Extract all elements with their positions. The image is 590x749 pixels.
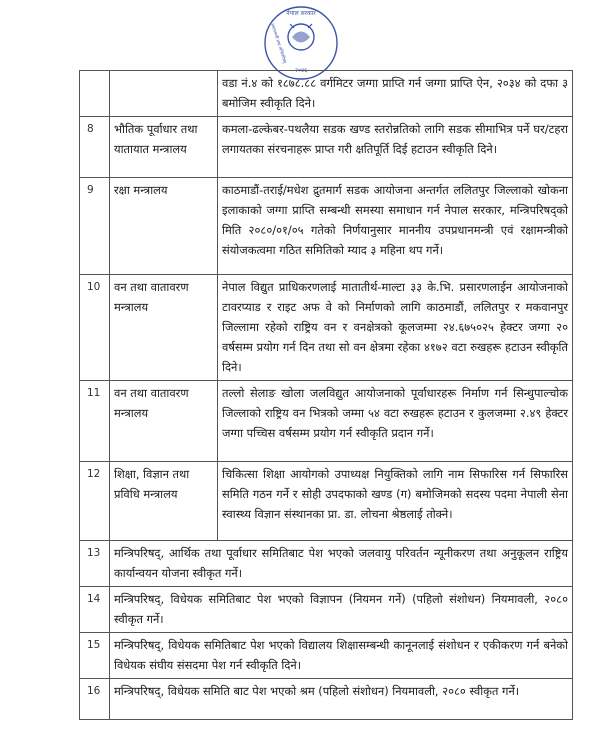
table-row	[80, 71, 573, 117]
row-number: 11	[80, 381, 110, 462]
row-number: 9	[80, 178, 110, 275]
table-row	[80, 117, 573, 178]
ministry-name	[110, 71, 218, 117]
seal-bottom-text: २०४६	[294, 67, 308, 74]
table-row	[80, 381, 573, 462]
decision-text: चिकित्सा शिक्षा आयोगको उपाध्यक्ष नियुक्तिको लागि नाम सिफारिस गर्न सिफारिस समिति गठन गर्ने र सोही उपदफाको खण्ड (ग) बमोजिमको सदस्य पदमा नेपाली सेना स्वास्थ्य विज्ञान संस्थानका प्रा. डा. लोचना श्रेष्ठलाई तोक्ने।	[218, 462, 573, 541]
row-number: 8	[80, 117, 110, 178]
row-number: 13	[80, 541, 110, 587]
ministry-name: वन तथा वातावरण मन्त्रालय	[110, 381, 218, 462]
ministry-name: शिक्षा, विज्ञान तथा प्रविधि मन्त्रालय	[110, 462, 218, 541]
ministry-name: वन तथा वातावरण मन्त्रालय	[110, 275, 218, 381]
decision-text: नेपाल विद्युत प्राधिकरणलाई मातातीर्थ-माल्टा ३३ के.भि. प्रसारणलाईन आयोजनाको टावरप्याड र राइट अफ वे को निर्माणको लागि काठमाडौं, ललितपुर र मकवानपुर जिल्लामा रहेको राष्ट्रिय वन र वनक्षेत्रको कूलजम्मा २४.६७५०२५ हेक्टर जग्गा २० वर्षसम्म प्रयोग गर्न दिन तथा सो वन क्षेत्रमा रहेका ४१७२ वटा रुखहरू हटाउन स्वीकृति दिने।	[218, 275, 573, 381]
table-row	[80, 462, 573, 541]
table-row	[80, 541, 573, 587]
row-number: 16	[80, 679, 110, 720]
ministry-name: रक्षा मन्त्रालय	[110, 178, 218, 275]
decision-text: तल्लो सेलाङ खोला जलविद्युत आयोजनाको पूर्वाधारहरू निर्माण गर्न सिन्धुपाल्चोक जिल्लाको राष्ट्रिय वन भित्रको जम्मा ५४ वटा रुखहरू हटाउन र कुलजम्मा २.४९ हेक्टर जग्गा पच्चिस वर्षसम्म प्रयोग गर्न स्वीकृति प्रदान गर्ने।	[218, 381, 573, 462]
table-row	[80, 679, 573, 720]
row-number: 10	[80, 275, 110, 381]
decision-text: मन्त्रिपरिषद्, विधेयक समितिबाट पेश भएको विद्यालय शिक्षासम्बन्धी कानूनलाई संशोधन र एकीकरण गर्न बनेको विधेयक संघीय संसदमा पेश गर्न स्वीकृति दिने।	[110, 633, 573, 679]
table-row	[80, 633, 573, 679]
table-row	[80, 178, 573, 275]
seal-top-text: नेपाल सरकार	[286, 10, 316, 17]
row-number	[80, 71, 110, 117]
table-row	[80, 587, 573, 633]
decision-text: मन्त्रिपरिषद्, विधेयक समिति बाट पेश भएको श्रम (पहिलो संशोधन) नियमावली, २०८० स्वीकृत गर्ने।	[110, 679, 573, 720]
table-row	[80, 275, 573, 381]
row-number: 14	[80, 587, 110, 633]
decision-text: वडा नं.४ को १८७८.८८ वर्गमिटर जग्गा प्राप्ति गर्न जग्गा प्राप्ति ऐन, २०३४ को दफा ३ बमोजिम स्वीकृति दिने।	[218, 71, 573, 117]
decision-text: कमला-ढल्केबर-पथलैया सडक खण्ड स्तरोन्नतिको लागि सडक सीमाभित्र पर्ने घर/टहरा लगायतका संरचनाहरू प्राप्त गरी क्षतिपूर्ति दिई हटाउन स्वीकृति दिने।	[218, 117, 573, 178]
seal-left-text: प्रधानमन्त्री तथा मन्त्रिपरिषद्	[270, 22, 288, 64]
decision-text: मन्त्रिपरिषद्, विधेयक समितिबाट पेश भएको विज्ञापन (नियमन गर्ने) (पहिलो संशोधन) नियमावली, २०८० स्वीकृत गर्ने।	[110, 587, 573, 633]
ministry-name: भौतिक पूर्वाधार तथा यातायात मन्त्रालय	[110, 117, 218, 178]
decisions-table	[79, 70, 573, 720]
row-number: 12	[80, 462, 110, 541]
decision-text: मन्त्रिपरिषद्, आर्थिक तथा पूर्वाधार समितिबाट पेश भएको जलवायु परिवर्तन न्यूनीकरण तथा अनुकूलन राष्ट्रिय कार्यान्वयन योजना स्वीकृत गर्ने।	[110, 541, 573, 587]
decision-text: काठमाडौं-तराई/मधेश द्रुतमार्ग सडक आयोजना अन्तर्गत ललितपुर जिल्लाको खोकना इलाकाको जग्गा प्राप्ति सम्बन्धी समस्या समाधान गर्न नेपाल सरकार, मन्त्रिपरिषद्को मिति २०८०/०१/०५ गतेको निर्णयानुसार माननीय उपप्रधानमन्त्री एवं रक्षामन्त्रीको संयोजकत्वमा गठित समितिको म्याद ३ महिना थप गर्ने।	[218, 178, 573, 275]
row-number: 15	[80, 633, 110, 679]
